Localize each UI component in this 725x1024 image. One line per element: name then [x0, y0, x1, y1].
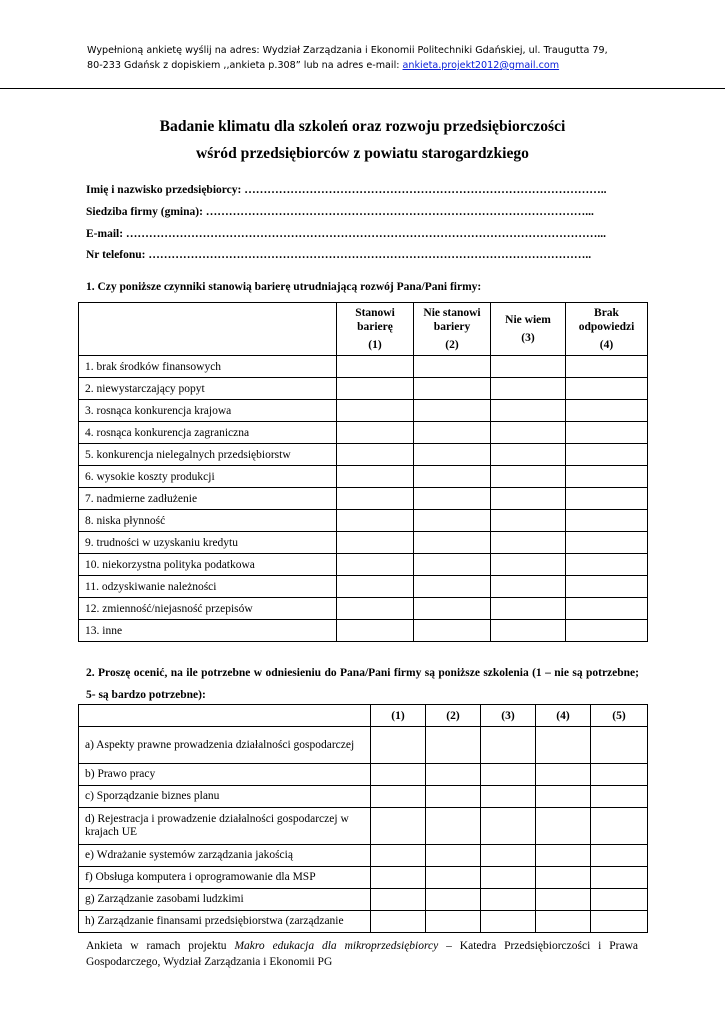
answer-cell[interactable]: [337, 466, 414, 488]
rating-cell[interactable]: [536, 727, 591, 764]
rating-cell[interactable]: [371, 764, 426, 786]
table-row: 1. brak środków finansowych: [79, 356, 648, 378]
mailing-line-2: [87, 58, 639, 73]
table-row: 9. trudności w uzyskaniu kredytu: [79, 532, 648, 554]
answer-cell[interactable]: [491, 554, 566, 576]
table-row: c) Sporządzanie biznes planu: [79, 786, 648, 808]
rating-cell[interactable]: [591, 727, 648, 764]
rating-cell[interactable]: [591, 845, 648, 867]
answer-cell[interactable]: [491, 598, 566, 620]
barriers-table: [78, 302, 648, 642]
table-row: 3. rosnąca konkurencja krajowa: [79, 400, 648, 422]
rating-cell[interactable]: [426, 911, 481, 933]
header-col-3: Nie wiem (3): [491, 303, 566, 356]
rating-cell[interactable]: [426, 727, 481, 764]
rating-cell[interactable]: [371, 867, 426, 889]
rating-cell[interactable]: [591, 867, 648, 889]
answer-cell[interactable]: [491, 532, 566, 554]
answer-cell[interactable]: [491, 488, 566, 510]
footer-suffix: – Katedra Przedsiębiorczości i Prawa Gospodarczego, Wydział Zarządzania i Ekonomii PG: [86, 940, 639, 968]
answer-cell[interactable]: [566, 532, 648, 554]
answer-cell[interactable]: [337, 554, 414, 576]
question-2-text: 2. Proszę ocenić, na ile potrzebne w odniesieniu do Pana/Pani firmy są poniższe szkolenia (1 – nie są potrzebne; 5- są bardzo potrzebne):: [86, 667, 639, 701]
rating-cell[interactable]: [371, 845, 426, 867]
training-table: [78, 704, 648, 933]
answer-cell[interactable]: [337, 422, 414, 444]
rating-col-3: (3): [481, 705, 536, 727]
rating-cell[interactable]: [481, 808, 536, 845]
rating-cell[interactable]: [426, 786, 481, 808]
answer-cell[interactable]: [491, 422, 566, 444]
answer-cell[interactable]: [566, 466, 648, 488]
answer-cell[interactable]: [414, 532, 491, 554]
rating-cell[interactable]: [591, 808, 648, 845]
table-row: h) Zarządzanie finansami przedsiębiorstwa (zarządzanie: [79, 911, 648, 933]
answer-cell[interactable]: [566, 378, 648, 400]
mailing-line-2-text: 80-233 Gdańsk z dopiskiem ,,ankieta p.308” lub na adres e-mail:: [87, 60, 403, 71]
table-row: a) Aspekty prawne prowadzenia działalności gospodarczej: [79, 727, 648, 764]
table-row: e) Wdrażanie systemów zarządzania jakością: [79, 845, 648, 867]
rating-col-1: (1): [371, 705, 426, 727]
rating-cell[interactable]: [536, 889, 591, 911]
answer-cell[interactable]: [414, 598, 491, 620]
header-blank: [79, 705, 371, 727]
answer-cell[interactable]: [491, 444, 566, 466]
rating-cell[interactable]: [371, 727, 426, 764]
answer-cell[interactable]: [414, 576, 491, 598]
table-row: 10. niekorzystna polityka podatkowa: [79, 554, 648, 576]
answer-cell[interactable]: [414, 356, 491, 378]
rating-cell[interactable]: [481, 727, 536, 764]
question-1-text: 1. Czy poniższe czynniki stanowią barierę utrudniającą rozwój Pana/Pani firmy:: [86, 281, 482, 293]
rating-cell[interactable]: [426, 889, 481, 911]
field-email[interactable]: E-mail: ……………………………………………………………………………………………………………...: [86, 228, 607, 240]
rating-cell[interactable]: [481, 911, 536, 933]
answer-cell[interactable]: [566, 620, 648, 642]
answer-cell[interactable]: [414, 488, 491, 510]
rating-cell[interactable]: [371, 808, 426, 845]
rating-cell[interactable]: [481, 786, 536, 808]
answer-cell[interactable]: [566, 422, 648, 444]
rating-cell[interactable]: [371, 786, 426, 808]
answer-cell[interactable]: [566, 488, 648, 510]
answer-cell[interactable]: [414, 422, 491, 444]
answer-cell[interactable]: [566, 576, 648, 598]
answer-cell[interactable]: [337, 488, 414, 510]
table-row: 8. niska płynność: [79, 510, 648, 532]
answer-cell[interactable]: [566, 554, 648, 576]
answer-cell[interactable]: [491, 466, 566, 488]
rating-cell[interactable]: [481, 764, 536, 786]
answer-cell[interactable]: [491, 378, 566, 400]
table-row: 11. odzyskiwanie należności: [79, 576, 648, 598]
answer-cell[interactable]: [491, 510, 566, 532]
table-row: 7. nadmierne zadłużenie: [79, 488, 648, 510]
rating-col-2: (2): [426, 705, 481, 727]
field-phone[interactable]: Nr telefonu: ……………………………………………………………………………………………………..: [86, 249, 592, 261]
rating-cell[interactable]: [536, 764, 591, 786]
answer-cell[interactable]: [337, 576, 414, 598]
field-name[interactable]: Imię i nazwisko przedsiębiorcy: …………………………………………………………………………………..: [86, 184, 607, 196]
table-row: b) Prawo pracy: [79, 764, 648, 786]
table-row: 6. wysokie koszty produkcji: [79, 466, 648, 488]
rating-col-5: (5): [591, 705, 648, 727]
answer-cell[interactable]: [491, 620, 566, 642]
answer-cell[interactable]: [337, 356, 414, 378]
answer-cell[interactable]: [566, 510, 648, 532]
mailing-line-1: Wypełnioną ankietę wyślij na adres: Wydział Zarządzania i Ekonomii Politechniki Gdańskiej, ul. Traugutta 79,: [87, 45, 608, 56]
table-row: 12. zmienność/niejasność przepisów: [79, 598, 648, 620]
footer-prefix: Ankieta w ramach projektu: [86, 940, 235, 952]
answer-cell[interactable]: [337, 378, 414, 400]
document-title-line-2: wśród przedsiębiorców z powiatu starogardzkiego: [196, 145, 529, 162]
table-row: f) Obsługa komputera i oprogramowanie dla MSP: [79, 867, 648, 889]
answer-cell[interactable]: [337, 510, 414, 532]
table-row: 4. rosnąca konkurencja zagraniczna: [79, 422, 648, 444]
rating-cell[interactable]: [591, 786, 648, 808]
email-link[interactable]: ankieta.projekt2012@gmail.com: [402, 60, 560, 71]
rating-cell[interactable]: [481, 867, 536, 889]
header-col-2: Nie stanowi bariery (2): [414, 303, 491, 356]
answer-cell[interactable]: [414, 620, 491, 642]
table-row: 5. konkurencja nielegalnych przedsiębiorstw: [79, 444, 648, 466]
answer-cell[interactable]: [491, 400, 566, 422]
table-row: g) Zarządzanie zasobami ludzkimi: [79, 889, 648, 911]
header-blank: [79, 303, 337, 356]
answer-cell[interactable]: [566, 598, 648, 620]
answer-cell[interactable]: [566, 400, 648, 422]
header-divider: [0, 88, 725, 89]
table-row: 13. inne: [79, 620, 648, 642]
rating-col-4: (4): [536, 705, 591, 727]
table-row: d) Rejestracja i prowadzenie działalności gospodarczej w krajach UE: [79, 808, 648, 845]
answer-cell[interactable]: [337, 620, 414, 642]
rating-cell[interactable]: [536, 808, 591, 845]
footer-note: [86, 938, 638, 970]
field-company-seat[interactable]: Siedziba firmy (gmina): ………………………………………………………………………………………...: [86, 206, 594, 218]
answer-cell[interactable]: [414, 466, 491, 488]
rating-cell[interactable]: [536, 845, 591, 867]
answer-cell[interactable]: [337, 400, 414, 422]
rating-cell[interactable]: [536, 867, 591, 889]
training-header-row: [79, 705, 648, 727]
answer-cell[interactable]: [566, 444, 648, 466]
document-title-line-1: Badanie klimatu dla szkoleń oraz rozwoju przedsiębiorczości: [159, 118, 566, 135]
answer-cell[interactable]: [414, 510, 491, 532]
rating-cell[interactable]: [426, 867, 481, 889]
answer-cell[interactable]: [414, 400, 491, 422]
rating-cell[interactable]: [536, 786, 591, 808]
answer-cell[interactable]: [414, 378, 491, 400]
barriers-header-row: [79, 303, 648, 356]
header-col-4: Brak odpowiedzi (4): [566, 303, 648, 356]
answer-cell[interactable]: [414, 554, 491, 576]
footer-project-name: Makro edukacja dla mikroprzedsiębiorcy: [234, 940, 439, 952]
rating-cell[interactable]: [481, 889, 536, 911]
rating-cell[interactable]: [371, 889, 426, 911]
answer-cell[interactable]: [491, 576, 566, 598]
rating-cell[interactable]: [481, 845, 536, 867]
rating-cell[interactable]: [426, 764, 481, 786]
answer-cell[interactable]: [337, 532, 414, 554]
answer-cell[interactable]: [491, 356, 566, 378]
rating-cell[interactable]: [371, 911, 426, 933]
rating-cell[interactable]: [426, 808, 481, 845]
answer-cell[interactable]: [337, 444, 414, 466]
header-col-1: Stanowi barierę (1): [337, 303, 414, 356]
mailing-instructions: [87, 43, 639, 73]
table-row: 2. niewystarczający popyt: [79, 378, 648, 400]
rating-cell[interactable]: [426, 845, 481, 867]
rating-cell[interactable]: [591, 764, 648, 786]
rating-cell[interactable]: [591, 911, 648, 933]
rating-cell[interactable]: [591, 889, 648, 911]
answer-cell[interactable]: [414, 444, 491, 466]
answer-cell[interactable]: [337, 598, 414, 620]
answer-cell[interactable]: [566, 356, 648, 378]
rating-cell[interactable]: [536, 911, 591, 933]
